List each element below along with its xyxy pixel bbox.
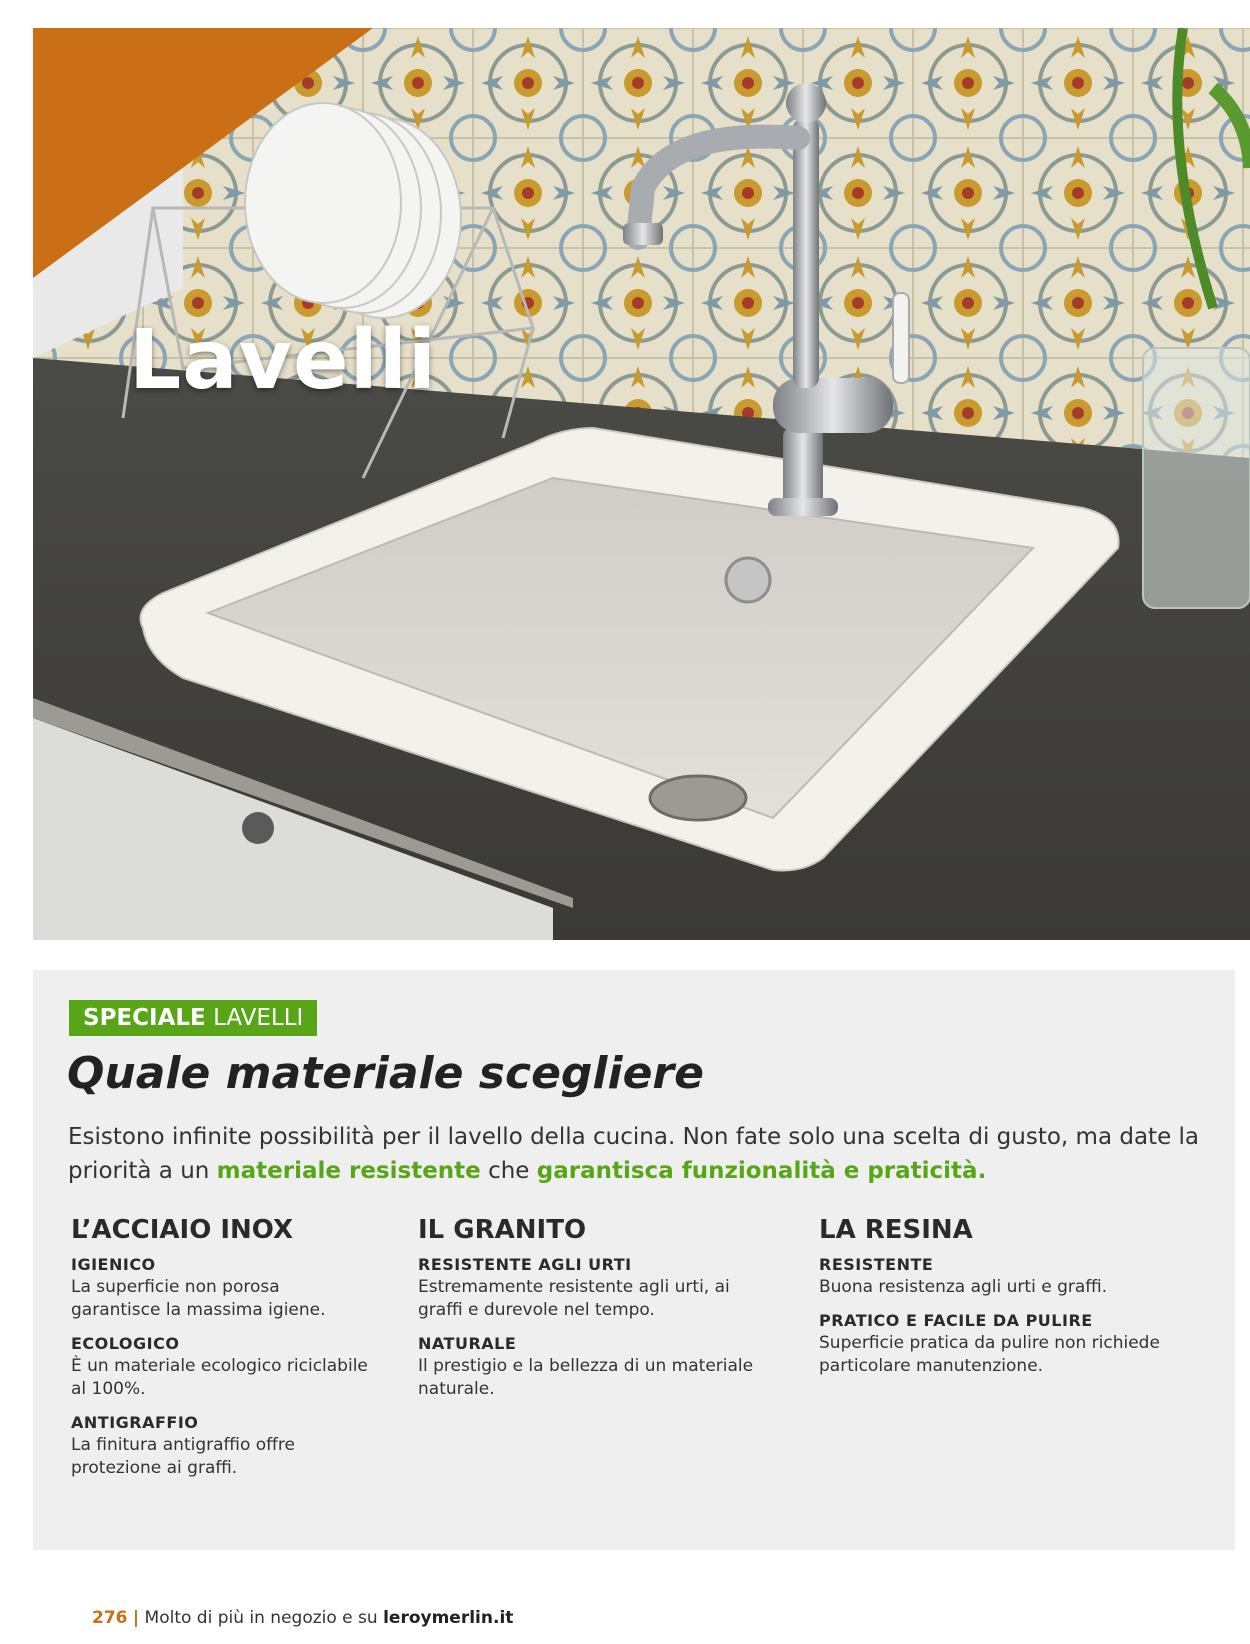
hero-image xyxy=(33,28,1250,940)
feature-item xyxy=(71,1334,371,1401)
column-granito xyxy=(418,1215,758,1413)
intro-highlight-1: materiale resistente xyxy=(216,1158,481,1184)
page-footer xyxy=(92,1608,513,1628)
intro-highlight-2: garantisca funzionalità e praticità. xyxy=(536,1158,987,1184)
column-title: L’ACCIAIO INOX xyxy=(71,1215,294,1245)
feature-item xyxy=(71,1413,371,1480)
feature-label: RESISTENTE xyxy=(819,1255,934,1274)
feature-text: Superficie pratica da pulire non richiede particolare manutenzione. xyxy=(819,1333,1160,1376)
info-panel xyxy=(33,970,1235,1550)
section-tag-bold: SPECIALE xyxy=(83,1005,206,1031)
column-acciaio-inox xyxy=(71,1215,371,1492)
feature-item xyxy=(418,1255,758,1322)
corner-accent xyxy=(33,28,373,278)
feature-label: NATURALE xyxy=(418,1334,517,1353)
page-heading: Quale materiale scegliere xyxy=(67,1048,704,1099)
feature-text: Buona resistenza agli urti e graffi. xyxy=(819,1277,1108,1297)
feature-text: Il prestigio e la bellezza di un materiale naturale. xyxy=(418,1356,754,1399)
section-tag xyxy=(69,1000,317,1036)
feature-item xyxy=(819,1311,1219,1378)
feature-item xyxy=(71,1255,371,1322)
footer-text: Molto di più in negozio e su xyxy=(144,1608,378,1628)
feature-text: È un materiale ecologico riciclabile al 100%. xyxy=(71,1356,368,1399)
feature-label: RESISTENTE AGLI URTI xyxy=(418,1255,632,1274)
column-title: LA RESINA xyxy=(819,1215,973,1245)
intro-text-2: che xyxy=(480,1158,537,1184)
feature-label: ECOLOGICO xyxy=(71,1334,180,1353)
feature-text: La superficie non porosa garantisce la massima igiene. xyxy=(71,1277,326,1320)
page-number: 276 xyxy=(92,1608,128,1628)
column-title: IL GRANITO xyxy=(418,1215,587,1245)
footer-site-link[interactable]: leroymerlin.it xyxy=(383,1608,514,1628)
feature-label: ANTIGRAFFIO xyxy=(71,1413,199,1432)
feature-text: La finitura antigraffio offre protezione ai graffi. xyxy=(71,1435,295,1478)
feature-item xyxy=(418,1334,758,1401)
column-resina xyxy=(819,1215,1219,1390)
feature-text: Estremamente resistente agli urti, ai graffi e durevole nel tempo. xyxy=(418,1277,730,1320)
footer-separator: | xyxy=(132,1608,140,1628)
feature-item xyxy=(819,1255,1219,1299)
intro-text-1: Esistono infinite possibilità per il lavello della cucina. Non fate solo una scelta di gusto, ma date la priorità a un xyxy=(68,1124,1200,1184)
feature-label: PRATICO E FACILE DA PULIRE xyxy=(819,1311,1093,1330)
intro-paragraph xyxy=(68,1120,1208,1188)
feature-label: IGIENICO xyxy=(71,1255,156,1274)
hero-title: Lavelli xyxy=(129,313,437,408)
section-tag-rest: LAVELLI xyxy=(213,1005,304,1031)
